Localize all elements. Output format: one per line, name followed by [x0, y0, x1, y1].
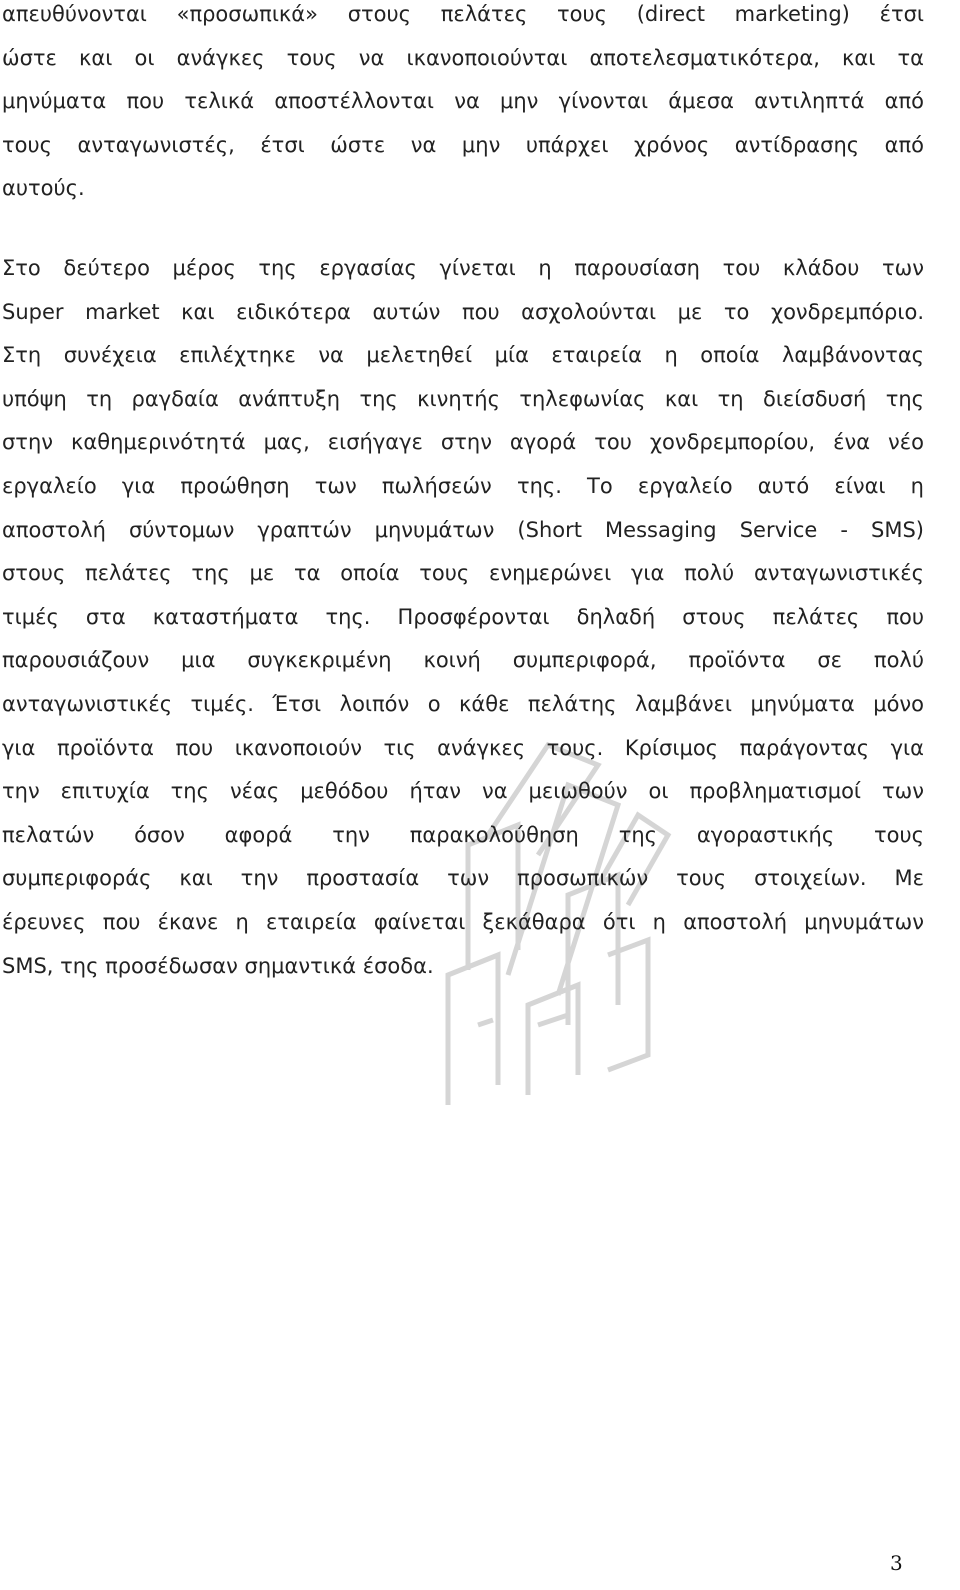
- text-line: στην καθημερινότητά μας, εισήγαγε στην αγορά του χονδρεμπορίου, ένα νέο: [2, 430, 924, 455]
- text-line: αυτούς.: [2, 176, 85, 201]
- text-line: πελατών όσον αφορά την παρακολούθηση της αγοραστικής τους: [2, 822, 924, 847]
- text-line: Στη συνέχεια επιλέχτηκε να μελετηθεί μία εταιρεία η οποία λαμβάνοντας: [2, 343, 924, 368]
- text-line: ώστε και οι ανάγκες τους να ικανοποιούνται αποτελεσματικότερα, και τα: [2, 45, 924, 70]
- text-line: αποστολή σύντομων γραπτών μηνυμάτων (Short Messaging Service - SMS): [2, 517, 924, 542]
- text-line: Στο δεύτερο μέρος της εργασίας γίνεται η παρουσίαση του κλάδου των: [2, 256, 924, 280]
- text-line: συμπεριφοράς και την προστασία των προσωπικών τους στοιχείων. Με: [2, 866, 924, 891]
- text-line: παρουσιάζουν μια συγκεκριμένη κοινή συμπεριφορά, προϊόντα σε πολύ: [2, 648, 924, 673]
- text-line: απευθύνονται «προσωπικά» στους πελάτες τους (direct marketing) έτσι: [2, 2, 924, 26]
- text-line: στους πελάτες της με τα οποία τους ενημερώνει για πολύ ανταγωνιστικές: [2, 561, 924, 586]
- text-line: υπόψη τη ραγδαία ανάπτυξη της κινητής τηλεφωνίας και τη διείσδυσή της: [2, 386, 924, 411]
- text-line: για προϊόντα που ικανοποιούν τις ανάγκες τους. Κρίσιμος παράγοντας για: [2, 735, 924, 760]
- text-line: ανταγωνιστικές τιμές. Έτσι λοιπόν ο κάθε πελάτης λαμβάνει μηνύματα μόνο: [2, 691, 924, 716]
- paragraph-second-part: [2, 247, 924, 988]
- text-line: έρευνες που έκανε η εταιρεία φαίνεται ξεκάθαρα ότι η αποστολή μηνυμάτων: [2, 909, 924, 934]
- text-line: τους ανταγωνιστές, έτσι ώστε να μην υπάρχει χρόνος αντίδρασης από: [2, 132, 924, 157]
- text-line: SMS, της προσέδωσαν σημαντικά έσοδα.: [2, 953, 434, 978]
- text-line: τιμές στα καταστήματα της. Προσφέρονται δηλαδή στους πελάτες που: [2, 604, 924, 629]
- text-line: μηνύματα που τελικά αποστέλλονται να μην γίνονται άμεσα αντιληπτά από: [2, 89, 924, 114]
- paragraph-intro-continuation: [2, 0, 924, 211]
- text-line: εργαλείο για προώθηση των πωλήσεών της. Το εργαλείο αυτό είναι η: [2, 473, 924, 498]
- text-line: την επιτυχία της νέας μεθόδου ήταν να μειωθούν οι προβληματισμοί των: [2, 779, 924, 804]
- text-line: Super market και ειδικότερα αυτών που ασχολούνται με το χονδρεμπόριο.: [2, 299, 924, 324]
- page-number: 3: [890, 1551, 903, 1575]
